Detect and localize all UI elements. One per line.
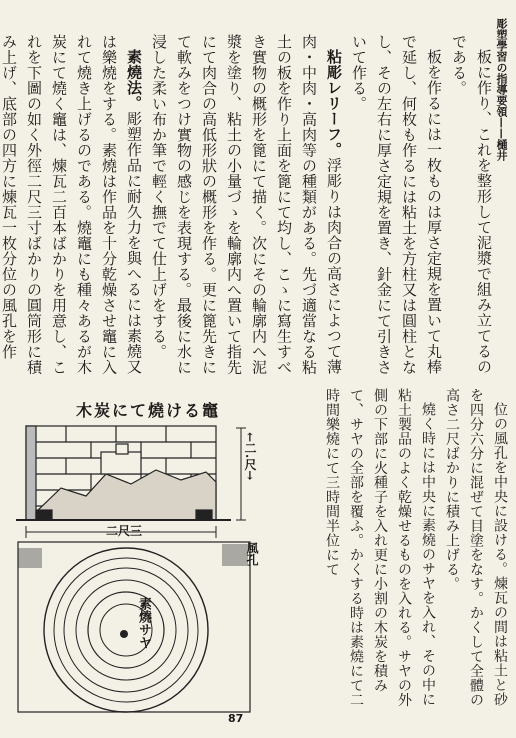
paragraph: 粘彫レリーフ。浮彫りは肉合の高さによつて薄肉・中肉・高肉等の種類がある。先づ適當なる粘土の板を作り上面を篦にて均し、こゝに寫生すべき實物の概形を篦にて描く。次にその輪廓内へ泥漿を塗り、粘土の小量づゝを輪廓内へ置いて指先にて肉合の高低形狀の概形を作る。更に篦先きにて軟みをつけ實物の感じを表現する。最後に水に浸した柔い布か筆で輕く撫でて仕上げをする。 bbox=[150, 34, 343, 375]
upper-text-block bbox=[0, 34, 496, 384]
kiln-illustration bbox=[6, 392, 276, 717]
paragraph: 板に作り、これを整形して泥漿で組み立てるのである。 bbox=[450, 34, 493, 375]
running-header: 彫塑學習の指導要領——樋井 bbox=[495, 18, 508, 161]
section-heading: 粘彫レリーフ。 bbox=[325, 49, 343, 158]
paragraph: 位の風孔を中央に設ける。煉瓦の間は粘土と砂を四分六分に混ぜて目塗をなす。かくして全體の高さ二尺ばかりに積み上げる。 bbox=[444, 388, 508, 707]
kiln-figure bbox=[6, 392, 276, 717]
section-heading: 素燒法。 bbox=[125, 49, 143, 111]
paragraph: 燒く時には中央に素燒のサヤを入れ、その中に粘土製品のよく乾燥せるものを入れる。サヤの外側の下部に火種子を入れ更に小割の木炭を積みて、サヤの全部を覆ふ。かくする時は素燒にて二時間樂燒にて三時間半位にて bbox=[324, 388, 436, 707]
vent-label: 風孔 bbox=[245, 542, 259, 566]
paragraph: 板を作るには一枚ものは厚さ定規を置いて丸棒で延し、何枚も作るには粘土を方柱又は圓柱となし、その左右に厚さ定規を置き、針金にて引きさいて作る。 bbox=[350, 34, 443, 375]
lower-text-block bbox=[290, 388, 512, 708]
saya-label: 素燒サヤ bbox=[136, 597, 151, 649]
height-dimension-label: ←二.尺→ bbox=[243, 432, 257, 481]
width-dimension-label: 二尺三 bbox=[106, 524, 143, 538]
figure-caption: 木炭にて燒ける竈 bbox=[76, 401, 221, 420]
page-number: 87 bbox=[228, 712, 244, 725]
paragraph: 素燒法。彫塑作品に耐久力を與へるには素燒又は樂燒をする。素燒は作品を十分乾燥させ竈に入れて燒き上げるのである。燒竈にも種々あるが木炭にて燒く竈は、煉瓦二百本ばかりを用意し、これを下圖の如く外徑二尺三寸ばかりの圓筒形に積み上げ、底部の四方に煉瓦一枚分位の風孔を作 bbox=[0, 34, 143, 375]
